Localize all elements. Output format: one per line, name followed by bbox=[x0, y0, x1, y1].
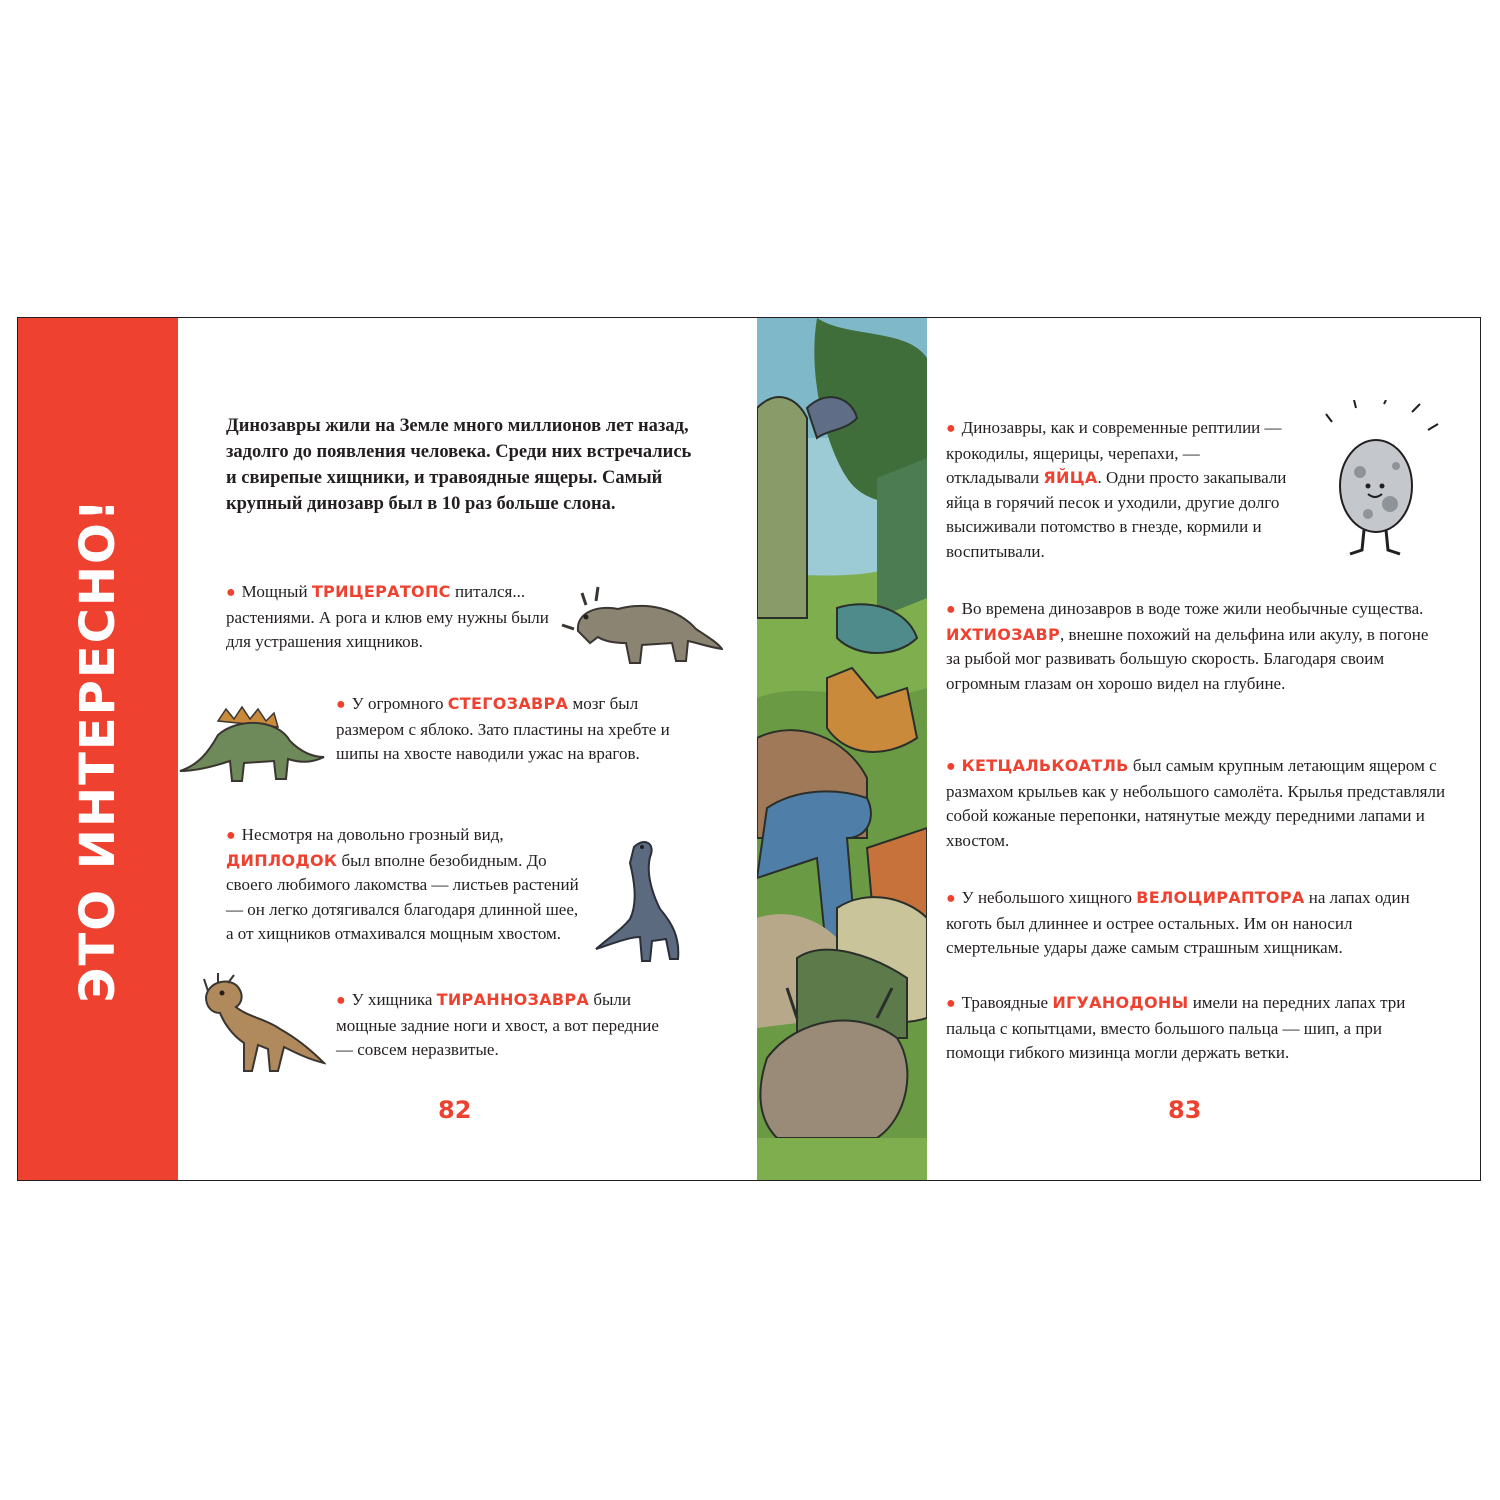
fact-iguanodon: ● Травоядные ИГУАНОДОНЫ имели на передних лапах три пальца с копытцами, вместо большого пальца — шип, а при помощи гибкого мизинца могли держать ветки. bbox=[946, 993, 1406, 1062]
fact-velociraptor: ● У небольшого хищного ВЕЛОЦИРАПТОРА на лапах один коготь был длиннее и острее остальных. Им он наносил смертельные удары даже самым страшным хищникам. bbox=[946, 888, 1410, 957]
tyrannosaurus-illustration bbox=[196, 973, 326, 1078]
diplodocus-illustration bbox=[590, 833, 700, 968]
fact-stegosaurus: ● У огромного СТЕГОЗАВРА мозг был размером с яблоко. Зато пластины на хребте и шипы на хвосте наводили ужас на врагов. bbox=[336, 694, 670, 763]
highlight-name: СТЕГОЗАВРА bbox=[447, 694, 569, 713]
fact-diplodocus: ● Несмотря на довольно грозный вид, ДИПЛОДОК был вполне безобидным. До своего любимого лакомства — листьев растений — он легко дотягивался благодаря длинной шее, а от хищников отмахивался мощным хвостом. bbox=[226, 825, 579, 943]
intro-text: Динозавры жили на Земле много миллионов лет назад, задолго до появления человека. Среди них встречались и свирепые хищники, и травоядные ящеры. Самый крупный динозавр был в 10 раз больше слона. bbox=[226, 416, 692, 514]
bullet-icon: ● bbox=[946, 420, 956, 437]
highlight-name: ИГУАНОДОНЫ bbox=[1052, 993, 1189, 1012]
bullet-icon: ● bbox=[226, 584, 236, 601]
fact-triceratops: ● Мощный ТРИЦЕРАТОПС питался... растениями. А рога и клюв ему нужны были для устрашения хищников. bbox=[226, 582, 549, 651]
bullet-icon: ● bbox=[226, 827, 236, 844]
red-side-band bbox=[18, 318, 178, 1180]
page-number-right: 83 bbox=[1168, 1096, 1202, 1124]
side-title: ЭТО ИНТЕРЕСНО! bbox=[70, 497, 126, 1003]
fact-quetzalcoatlus: ● КЕТЦАЛЬКОАТЛЬ был самым крупным летающим ящером с размахом крыльев как у небольшого самолёта. Крылья представляли собой кожаные перепонки, натянутые между передними лапами и хвостом. bbox=[946, 756, 1446, 850]
highlight-name: ВЕЛОЦИРАПТОРА bbox=[1136, 888, 1305, 907]
fact-ichthyosaurus: ● Во времена динозавров в воде тоже жили необычные существа. ИХТИОЗАВР, внешне похожий на дельфина или акулу, в погоне за рыбой мог развивать большую скорость. Благодаря своим огромным глазам он хорошо видел на глубине. bbox=[946, 599, 1429, 693]
bullet-icon: ● bbox=[336, 992, 346, 1009]
egg-character-illustration bbox=[1316, 400, 1446, 560]
dinosaur-illustration-strip bbox=[757, 318, 927, 1180]
fact-tyrannosaurus: ● У хищника ТИРАННОЗАВРА были мощные задние ноги и хвост, а вот передние — совсем неразвитые. bbox=[336, 990, 659, 1059]
bullet-icon: ● bbox=[946, 758, 956, 775]
highlight-name: ИХТИОЗАВР bbox=[946, 624, 1061, 644]
bullet-icon: ● bbox=[946, 890, 956, 907]
fact-eggs: ● Динозавры, как и современные рептилии — крокодилы, ящерицы, черепахи, — откладывали ЯЙЦА. Одни просто закапывали яйца в горячий песок и уходили, другие долго высиживали потомство в гнезде, кормили и воспитывали. bbox=[946, 418, 1287, 561]
bullet-icon: ● bbox=[946, 601, 956, 618]
triceratops-illustration bbox=[558, 583, 723, 668]
highlight-name: ТРИЦЕРАТОПС bbox=[311, 582, 451, 601]
bullet-icon: ● bbox=[946, 995, 956, 1012]
page-number-left: 82 bbox=[438, 1096, 472, 1124]
highlight-name: ЯЙЦА bbox=[1043, 468, 1098, 487]
bullet-icon: ● bbox=[336, 696, 346, 713]
book-spread bbox=[17, 317, 1481, 1181]
highlight-name: ТИРАННОЗАВРА bbox=[436, 990, 590, 1009]
highlight-name: КЕТЦАЛЬКОАТЛЬ bbox=[961, 756, 1129, 775]
stegosaurus-illustration bbox=[178, 701, 328, 786]
highlight-name: ДИПЛОДОК bbox=[226, 850, 338, 870]
